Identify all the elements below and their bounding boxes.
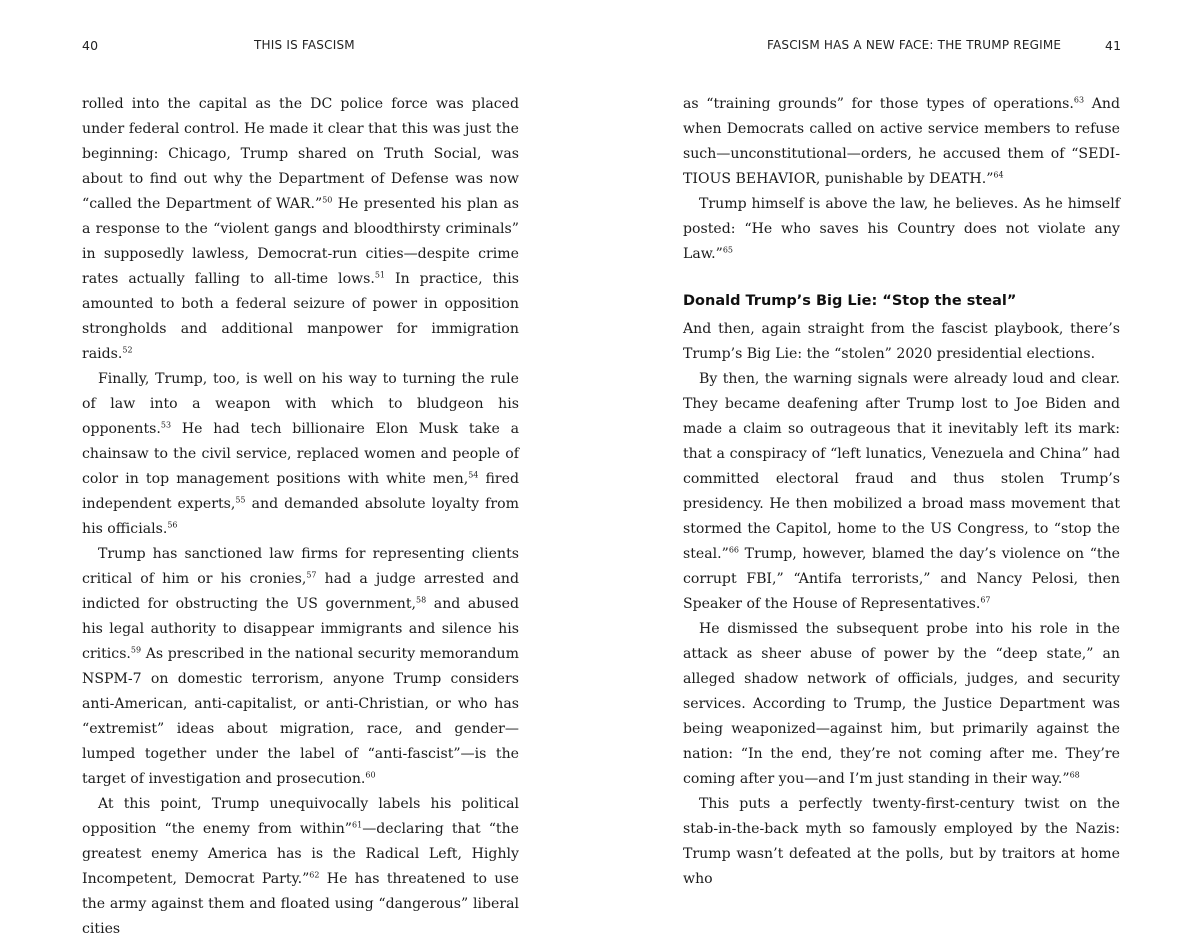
text-segment: and demanded absolute loyalty from his officials. [82,496,519,537]
body-paragraph [683,192,1120,267]
footnote-marker: 60 [365,770,376,780]
text-segment: Trump has sanctioned law firms for representing clients critical of him or his cronies, [82,546,519,587]
text-segment: as “training grounds” for those types of operations. [683,96,1074,112]
text-segment: He dismissed the subsequent probe into his role in the attack as sheer abuse of power by the “deep state,” an alleged shadow network of officials, judges, and security services. According to Trump, the Justice Department was being weaponized—against him, but primarily against the nation: “In the end, they’re not coming after me. They’re coming after you—and I’m just standing in their way.” [683,621,1120,787]
footnote-marker: 61 [352,820,363,830]
footnote-marker: 56 [167,520,178,530]
text-segment: fired independent experts, [82,471,520,512]
body-paragraph [82,92,519,367]
body-paragraph [683,792,1120,892]
body-paragraph [683,367,1120,617]
text-segment: He had tech billionaire Elon Musk take a chainsaw to the civil service, replaced women and people of color in top management positions with white men, [82,421,519,487]
footnote-marker: 63 [1073,95,1085,105]
text-segment: —declaring that “the greatest enemy America has is the Radical Left, Highly Incompetent, Democrat Party.” [82,821,519,887]
footnote-marker: 53 [160,420,172,430]
footnote-marker: 57 [306,570,317,580]
body-paragraph [82,792,519,942]
footnote-marker: 52 [122,345,133,355]
footnote-marker: 50 [322,195,333,205]
left-page [0,0,600,937]
text-segment: By then, the warning signals were already loud and clear. They became deafening after Trump lost to Joe Biden and made a claim so outrageous that it inevitably left its mark: that a conspiracy of “left lunatics, Venezuela and China” had committed electoral fraud and thus stolen Trump’s presidency. He then mobilized a broad mass movement that stormed the Capitol, home to the US Congress, to “stop the steal.” [683,371,1120,562]
text-segment: As prescribed in the national security memorandum NSPM-7 on domestic terrorism, anyone Trump considers anti-American, anti-capitalist, or anti-Christian, or who has “extremist” ideas about migration, race, and gender—lumped together under the label of “anti-fascist”—is the target of investigation and prosecution. [82,646,519,787]
text-segment: Finally, Trump, too, is well on his way to turning the rule of law into a weapon with which to bludgeon his opponents. [82,371,519,437]
footnote-marker: 55 [235,495,246,505]
footnote-marker: 65 [722,245,734,255]
text-segment: had a judge arrested and indicted for obstructing the US government, [82,571,519,612]
footnote-marker: 66 [728,545,740,555]
body-paragraph [82,367,519,542]
running-head-left: THIS IS FASCISM [254,38,355,52]
text-segment: And then, again straight from the fascist playbook, there’s Trump’s Big Lie: the “stolen” 2020 presidential elections. [683,321,1120,362]
text-segment: He presented his plan as a response to the “violent gangs and bloodthirsty criminals” in supposedly lawless, Democrat-run cities—despite crime rates actually falling to all-time lows. [82,196,519,287]
text-segment: And when Democrats called on active service members to refuse such—unconstitutional—orders, he accused them of “SEDITIOUS BEHAVIOR, punishable by DEATH.” [683,96,1120,187]
text-segment: In practice, this amounted to both a federal seizure of power in opposition strongholds and additional manpower for immigration raids. [82,271,519,362]
footnote-marker: 51 [374,270,386,280]
text-segment: This puts a perfectly twenty-first-century twist on the stab-in-the-back myth so famously employed by the Nazis: Trump wasn’t defeated at the polls, but by traitors at home who [683,796,1120,887]
right-page [600,0,1200,930]
footnote-marker: 67 [980,595,991,605]
footnote-marker: 68 [1069,770,1080,780]
footnote-marker: 58 [416,595,427,605]
body-paragraph [82,542,519,792]
text-segment: rolled into the capital as the DC police force was placed under federal control. He made it clear that this was just the beginning: Chicago, Trump shared on Truth Social, was about to find out why the Department of Defense was now “called the Department of WAR.” [82,96,519,212]
text-segment: Trump, however, blamed the day’s violence on “the corrupt FBI,” “Antifa terrorists,” and Nancy Pelosi, then Speaker of the House of Representatives. [683,546,1120,612]
left-body-text [82,92,519,942]
page-number-left: 40 [82,38,99,53]
footnote-marker: 64 [993,170,1004,180]
footnote-marker: 54 [468,470,479,480]
page-number-right: 41 [1105,38,1122,53]
body-paragraph [683,317,1120,367]
footnote-marker: 62 [309,870,320,880]
footnote-marker: 59 [130,645,142,655]
text-segment: He has threatened to use the army against them and floated using “dangerous” liberal cities [82,871,519,937]
right-body-text [683,92,1120,892]
text-segment: Trump himself is above the law, he believes. As he himself posted: “He who saves his Country does not violate any Law.” [683,196,1120,262]
text-segment: and abused his legal authority to disappear immigrants and silence his critics. [82,596,519,662]
text-segment: At this point, Trump unequivocally labels his political opposition “the enemy from within” [82,796,519,837]
section-heading: Donald Trump’s Big Lie: “Stop the steal” [683,293,1017,309]
body-paragraph [683,617,1120,792]
body-paragraph [683,92,1120,192]
running-head-right: FASCISM HAS A NEW FACE: THE TRUMP REGIME [767,38,1062,52]
